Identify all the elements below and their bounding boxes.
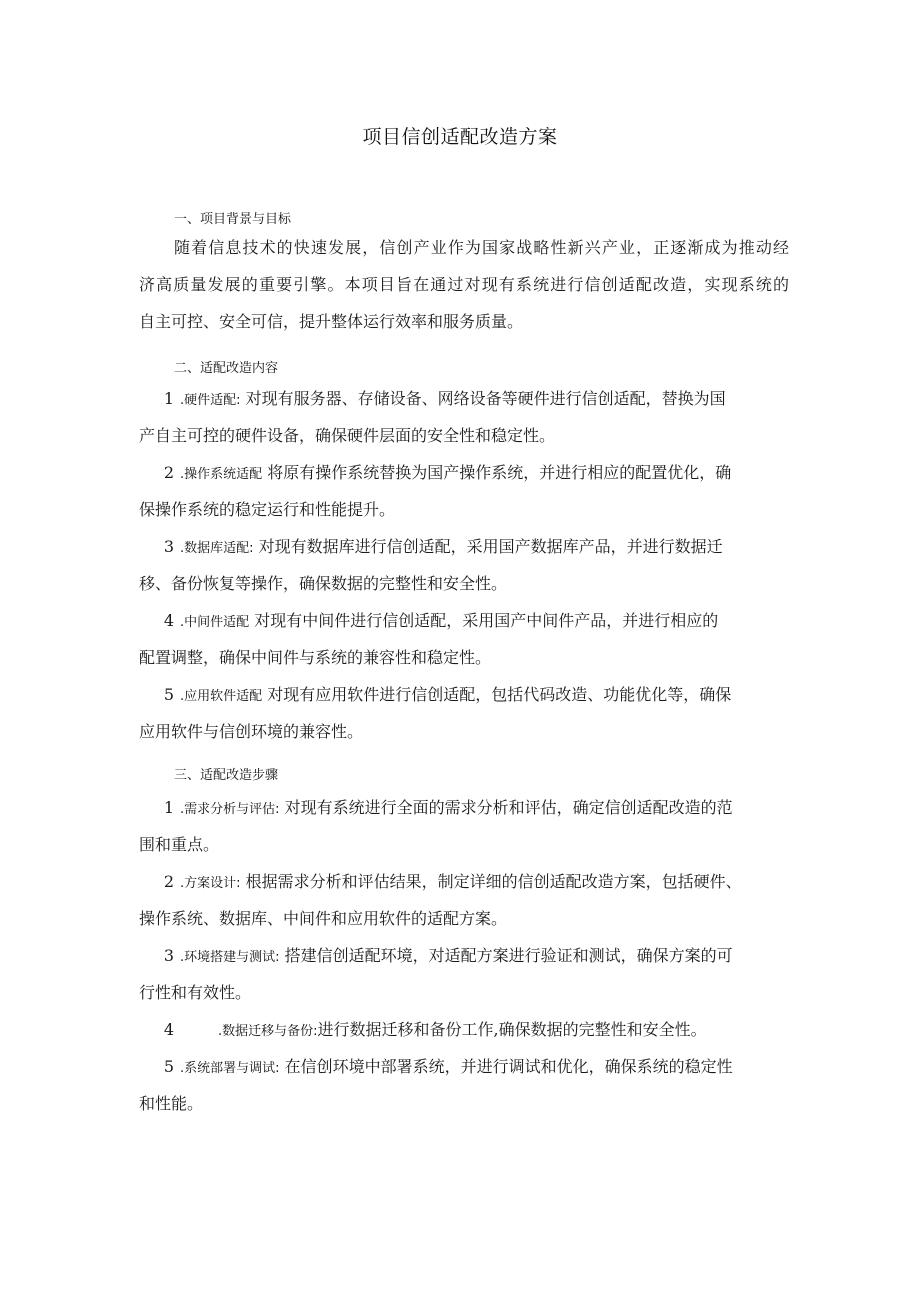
- item-label: .需求分析与评估:: [180, 802, 280, 817]
- item-text: 将原有操作系统替换为国产操作系统，并进行相应的配置优化，确: [267, 463, 732, 482]
- document-title: 项目信创适配改造方案: [362, 126, 558, 148]
- item-label: .硬件适配:: [180, 393, 241, 408]
- item-text: 进行数据迁移和备份工作,确保数据的完整性和安全性。: [317, 1020, 707, 1039]
- item-text: 对现有服务器、存储设备、网络设备等硬件进行信创适配，替换为国: [245, 389, 726, 408]
- item-number: 5: [163, 1057, 174, 1076]
- item-continuation: 产自主可控的硬件设备，确保硬件层面的安全性和稳定性。: [139, 426, 556, 445]
- item-text: 搭建信创适配环境，对适配方案进行验证和测试，确保方案的可: [284, 946, 733, 965]
- section-heading-content: 二、适配改造内容: [174, 361, 279, 376]
- item-label: .中间件适配: [180, 615, 250, 630]
- item-text: 对现有应用软件进行信创适配，包括代码改造、功能优化等，确保: [267, 685, 732, 704]
- item-continuation: 操作系统、数据库、中间件和应用软件的适配方案。: [139, 909, 508, 928]
- item-continuation: 行性和有效性。: [139, 983, 252, 1002]
- list-item: [139, 945, 789, 969]
- paragraph-line: 随着信息技术的快速发展，信创产业作为国家战略性新兴产业，正逐渐成为推动经: [174, 238, 789, 257]
- list-item: [139, 388, 789, 412]
- item-number: 2: [163, 463, 174, 482]
- item-continuation: 保操作系统的稳定运行和性能提升。: [139, 500, 396, 519]
- item-label: .应用软件适配: [180, 689, 263, 704]
- item-continuation: 和性能。: [139, 1094, 204, 1113]
- item-number: 3: [163, 946, 174, 965]
- list-item: [139, 1056, 789, 1080]
- paragraph-line: 自主可控、安全可信，提升整体运行效率和服务质量。: [139, 312, 524, 331]
- item-continuation: 围和重点。: [139, 835, 220, 854]
- item-continuation: 应用软件与信创环境的兼容性。: [139, 722, 364, 741]
- item-label: .数据迁移与备份:: [218, 1024, 318, 1039]
- section-heading-steps: 三、适配改造步骤: [174, 768, 279, 783]
- list-item: [139, 797, 789, 821]
- item-number: 2: [163, 872, 174, 891]
- item-text: 在信创环境中部署系统，并进行调试和优化，确保系统的稳定性: [284, 1057, 733, 1076]
- item-number: 4: [163, 1020, 174, 1039]
- list-item: [139, 536, 789, 560]
- item-number: 3: [163, 537, 174, 556]
- item-number: 1: [163, 798, 174, 817]
- list-item: [139, 684, 789, 708]
- item-label: .方案设计:: [180, 876, 241, 891]
- item-label: .数据库适配:: [180, 541, 254, 556]
- section-heading-background: 一、项目背景与目标: [174, 212, 292, 227]
- item-continuation: 移、备份恢复等操作，确保数据的完整性和安全性。: [139, 574, 508, 593]
- item-number: 4: [163, 611, 174, 630]
- item-label: .环境搭建与测试:: [180, 950, 280, 965]
- list-item: [139, 1019, 789, 1043]
- list-item: [139, 871, 789, 895]
- item-number: 5: [163, 685, 174, 704]
- list-item: [139, 610, 789, 634]
- item-label: .操作系统适配: [180, 467, 263, 482]
- item-number: 1: [163, 389, 174, 408]
- item-continuation: 配置调整，确保中间件与系统的兼容性和稳定性。: [139, 648, 492, 667]
- item-text: 对现有中间件进行信创适配，采用国产中间件产品，并进行相应的: [254, 611, 719, 630]
- paragraph-line: 济高质量发展的重要引擎。本项目旨在通过对现有系统进行信创适配改造，实现系统的: [139, 275, 789, 294]
- item-text: 对现有系统进行全面的需求分析和评估，确定信创适配改造的范: [284, 798, 733, 817]
- item-label: .系统部署与调试:: [180, 1061, 280, 1076]
- item-text: 对现有数据库进行信创适配，采用国产数据库产品，并进行数据迁: [258, 537, 723, 556]
- list-item: [139, 462, 789, 486]
- item-text: 根据需求分析和评估结果，制定详细的信创适配改造方案，包括硬件、: [245, 872, 742, 891]
